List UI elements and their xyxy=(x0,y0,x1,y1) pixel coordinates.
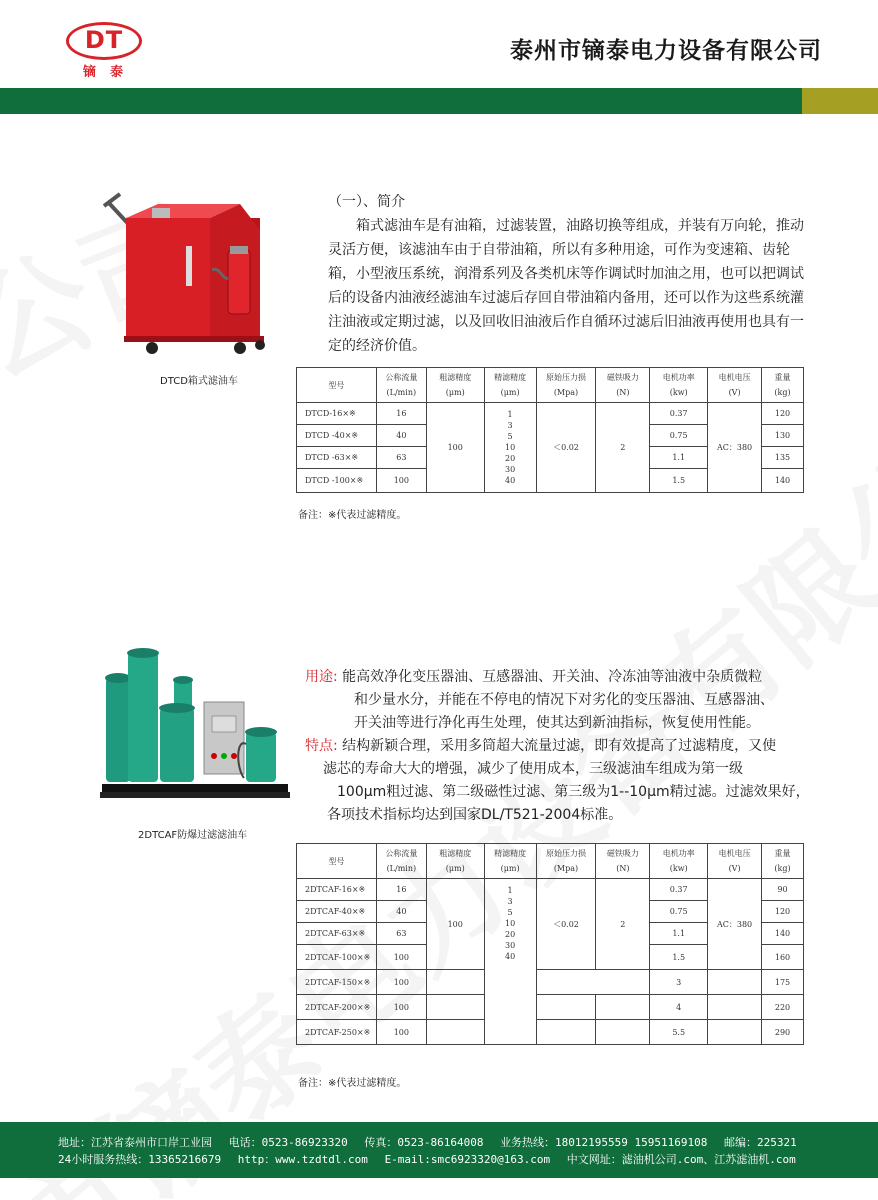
cell-coarse-empty xyxy=(426,970,484,995)
col-fine: 精滤精度 (μm) xyxy=(484,368,536,403)
cell-flow: 100 xyxy=(376,469,426,493)
footer-address: 地址：江苏省泰州市口岸工业园 xyxy=(58,1136,212,1149)
intro-paragraph: 箱式滤油车是有油箱，过滤装置，油路切换等组成，并装有万向轮，推动灵活方便，该滤油车由于自带油箱，所以有多种用途，可作为变速箱、齿轮箱，小型液压系统，润滑系列及各类机床等作调试时加油之用，也可以把调试后的设备内油液经滤油车过滤后存回自带油箱内备用，还可以作为这些系统灌注油液或定期过滤，以及回收旧油液后作自循环过滤后旧油液再使用也具有一定的经济价值。 xyxy=(328,218,804,354)
table-row xyxy=(297,970,804,995)
use-label: 用途: xyxy=(305,669,338,685)
table2-note: 备注：※代表过滤精度。 xyxy=(298,1078,407,1089)
cell-voltage: AC：380 xyxy=(708,879,762,970)
cell-power: 0.37 xyxy=(650,879,708,901)
cell-flow: 16 xyxy=(376,403,426,425)
cell-weight: 130 xyxy=(762,425,804,447)
cell-voltage-empty xyxy=(708,970,762,995)
2dtcaf-spec-table xyxy=(296,843,804,1045)
feature-line-4: 各项技术指标均达到国家DL/T521-2004标准。 xyxy=(327,807,623,823)
cell-fine: 1 3 5 10 20 30 40 xyxy=(484,879,536,1045)
cell-weight: 120 xyxy=(762,403,804,425)
header-band-accent xyxy=(802,88,878,114)
2dtcaf-filter-cart-image xyxy=(96,648,292,806)
feature-label: 特点: xyxy=(305,738,338,754)
table-header-row xyxy=(297,368,804,403)
cell-flow: 16 xyxy=(376,879,426,901)
cell-pressure: ＜0.02 xyxy=(536,403,596,493)
cell-weight: 135 xyxy=(762,447,804,469)
cell-weight: 90 xyxy=(762,879,804,901)
table-header-row xyxy=(297,844,804,879)
cell-model: 2DTCAF-16×※ xyxy=(297,879,377,901)
cell-flow: 100 xyxy=(376,1020,426,1045)
cell-power: 0.75 xyxy=(650,901,708,923)
cell-fine: 1 3 5 10 20 30 40 xyxy=(484,403,536,493)
feature-line-3: 100μm粗过滤、第二级磁性过滤、第三级为1--10μm精过滤。过滤效果好， xyxy=(337,784,810,800)
col-power: 电机功率 (kw) xyxy=(650,844,708,879)
cell-weight: 175 xyxy=(762,970,804,995)
cell-voltage-empty xyxy=(708,995,762,1020)
cell-model: DTCD -40×※ xyxy=(297,425,377,447)
cell-weight: 160 xyxy=(762,945,804,970)
cell-pressure-empty xyxy=(536,995,596,1020)
cell-power: 1.5 xyxy=(650,945,708,970)
cell-coarse: 100 xyxy=(426,879,484,970)
col-weight: 重量 (kg) xyxy=(762,844,804,879)
cell-model: 2DTCAF-200×※ xyxy=(297,995,377,1020)
cell-flow: 40 xyxy=(376,425,426,447)
cell-coarse-empty xyxy=(426,1020,484,1045)
cell-pressure-empty xyxy=(536,1020,596,1045)
col-pressure: 原始压力损 (Mpa) xyxy=(536,844,596,879)
cell-model: 2DTCAF-63×※ xyxy=(297,923,377,945)
dtcd-filter-cart-image xyxy=(100,190,280,355)
col-coarse: 粗滤精度 (μm) xyxy=(426,368,484,403)
cell-weight: 140 xyxy=(762,923,804,945)
footer-phone: 电话：0523-86923320 xyxy=(228,1136,348,1149)
col-model: 型号 xyxy=(297,844,377,879)
col-magnet: 磁铁吸力 (N) xyxy=(596,844,650,879)
footer-service: 24小时服务热线：13365216679 xyxy=(58,1153,222,1166)
cell-model: DTCD -63×※ xyxy=(297,447,377,469)
cell-model: 2DTCAF-40×※ xyxy=(297,901,377,923)
footer-band xyxy=(0,1122,878,1178)
col-voltage: 电机电压 (V) xyxy=(708,844,762,879)
footer-line-1 xyxy=(58,1134,858,1150)
cell-flow: 63 xyxy=(376,447,426,469)
usage-features-section xyxy=(305,666,825,827)
cell-model: 2DTCAF-100×※ xyxy=(297,945,377,970)
cell-weight: 290 xyxy=(762,1020,804,1045)
footer-cn-site[interactable]: 中文网址：滤油机公司.com、江苏滤油机.com xyxy=(566,1153,796,1166)
cell-flow: 63 xyxy=(376,923,426,945)
table1-note: 备注：※代表过滤精度。 xyxy=(298,510,407,521)
company-name: 泰州市镝泰电力设备有限公司 xyxy=(510,38,822,64)
cell-flow: 100 xyxy=(376,945,426,970)
dtcd-spec-table xyxy=(296,367,804,493)
logo-text: DT xyxy=(84,26,124,54)
image1-caption: DTCD箱式滤油车 xyxy=(160,376,238,387)
cell-power: 3 xyxy=(650,970,708,995)
table-row xyxy=(297,995,804,1020)
feature-line-2: 滤芯的寿命大大的增强，减少了使用成本，三级滤油车组成为第一级 xyxy=(323,761,743,777)
cell-magnet: 2 xyxy=(596,879,650,970)
footer-hotline: 业务热线：18012195559 15951169108 xyxy=(500,1136,708,1149)
col-coarse: 粗滤精度 (μm) xyxy=(426,844,484,879)
cell-power: 0.75 xyxy=(650,425,708,447)
use-line-2: 和少量水分，并能在不停电的情况下对劣化的变压器油、互感器油、 xyxy=(354,692,774,708)
col-voltage: 电机电压 (V) xyxy=(708,368,762,403)
cell-empty xyxy=(536,970,650,995)
cell-power: 0.37 xyxy=(650,403,708,425)
col-flow: 公称流量 (L/min) xyxy=(376,368,426,403)
col-weight: 重量 (kg) xyxy=(762,368,804,403)
feature-line-1: 特点: 结构新颖合理，采用多筒超大流量过滤，即有效提高了过滤精度，又使 xyxy=(305,738,777,754)
table-row xyxy=(297,879,804,901)
intro-title: （一）、简介 xyxy=(328,194,405,210)
cell-power: 4 xyxy=(650,995,708,1020)
cell-flow: 40 xyxy=(376,901,426,923)
cell-weight: 140 xyxy=(762,469,804,493)
company-logo xyxy=(66,22,142,78)
cell-model: DTCD-16×※ xyxy=(297,403,377,425)
footer-zip: 邮编：225321 xyxy=(724,1136,797,1149)
col-pressure: 原始压力损 (Mpa) xyxy=(536,368,596,403)
use-line-1: 用途: 能高效净化变压器油、互感器油、开关油、冷冻油等油液中杂质微粒 xyxy=(305,669,763,685)
intro-section xyxy=(328,190,808,358)
cell-magnet-empty xyxy=(596,1020,650,1045)
cell-coarse: 100 xyxy=(426,403,484,493)
footer-fax: 传真：0523-86164008 xyxy=(364,1136,484,1149)
cell-coarse-empty xyxy=(426,995,484,1020)
header-band xyxy=(0,88,878,114)
cell-model: 2DTCAF-150×※ xyxy=(297,970,377,995)
cell-weight: 120 xyxy=(762,901,804,923)
footer-email-link[interactable]: E-mail:smc6923320@163.com xyxy=(384,1153,551,1166)
cell-pressure: ＜0.02 xyxy=(536,879,596,970)
cell-model: DTCD -100×※ xyxy=(297,469,377,493)
cell-power: 5.5 xyxy=(650,1020,708,1045)
cell-voltage-empty xyxy=(708,1020,762,1045)
logo-subtext: 镝泰 xyxy=(82,65,137,80)
col-magnet: 磁铁吸力 (N) xyxy=(596,368,650,403)
cell-magnet: 2 xyxy=(596,403,650,493)
cell-voltage: AC：380 xyxy=(708,403,762,493)
col-fine: 精滤精度 (μm) xyxy=(484,844,536,879)
col-model: 型号 xyxy=(297,368,377,403)
table-row xyxy=(297,403,804,425)
col-flow: 公称流量 (L/min) xyxy=(376,844,426,879)
cell-weight: 220 xyxy=(762,995,804,1020)
cell-power: 1.1 xyxy=(650,447,708,469)
col-power: 电机功率 (kw) xyxy=(650,368,708,403)
cell-magnet-empty xyxy=(596,995,650,1020)
table-row xyxy=(297,1020,804,1045)
cell-power: 1.5 xyxy=(650,469,708,493)
image2-caption: 2DTCAF防爆过滤滤油车 xyxy=(138,830,248,841)
cell-flow: 100 xyxy=(376,970,426,995)
footer-web-link[interactable]: http：www.tzdtdl.com xyxy=(237,1153,368,1166)
use-line-3: 开关油等进行净化再生处理，使其达到新油指标，恢复使用性能。 xyxy=(354,715,760,731)
cell-power: 1.1 xyxy=(650,923,708,945)
footer-line-2 xyxy=(58,1151,858,1167)
cell-model: 2DTCAF-250×※ xyxy=(297,1020,377,1045)
cell-flow: 100 xyxy=(376,995,426,1020)
